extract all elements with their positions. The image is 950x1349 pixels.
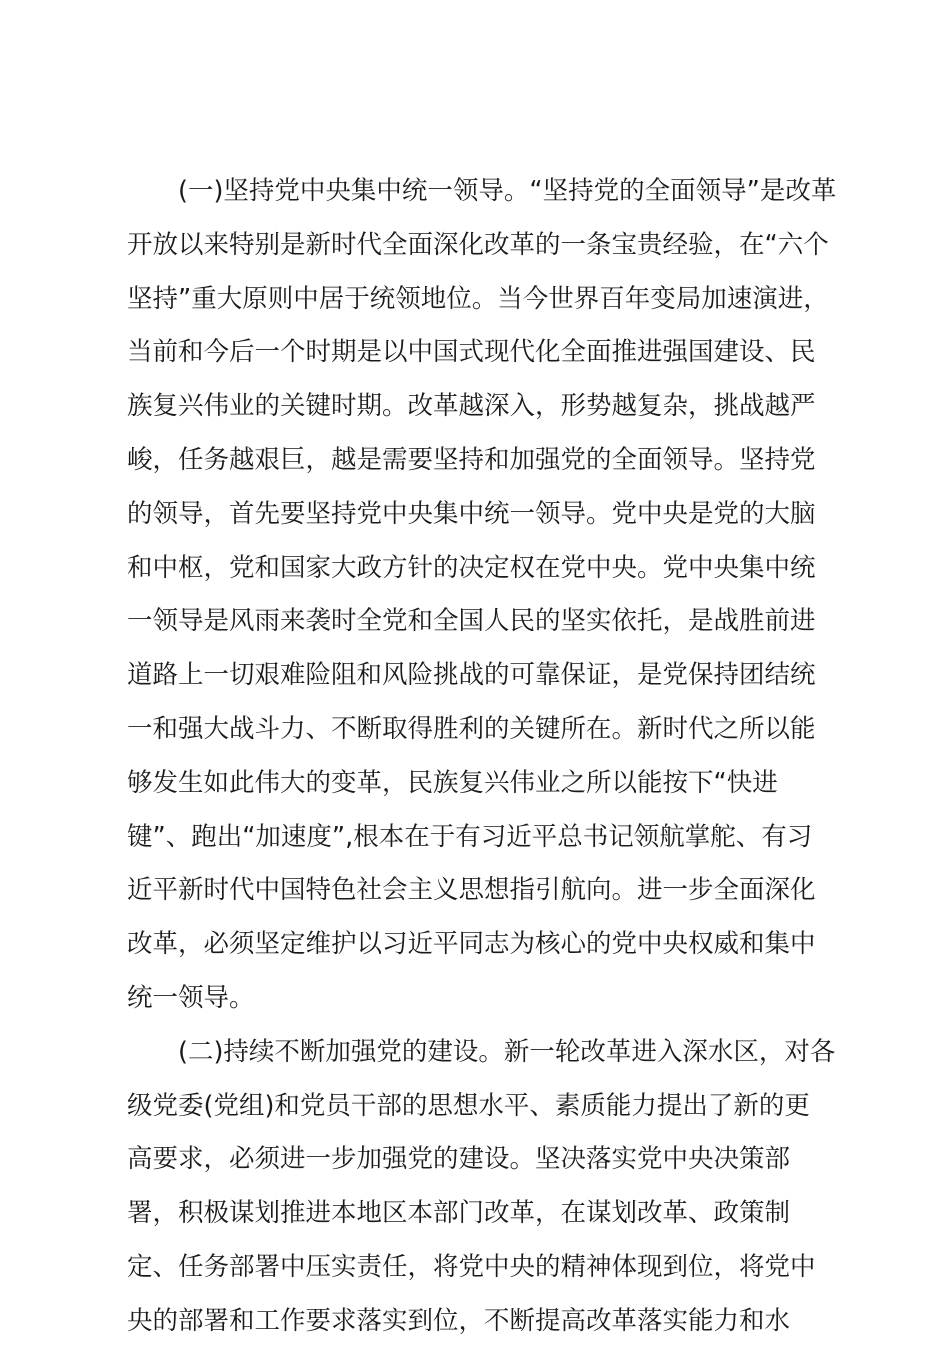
paragraph-line: 的领导，首先要坚持党中央集中统一领导。党中央是党的大脑 (127, 498, 816, 529)
paragraph-line: 和中枢，党和国家大政方针的决定权在党中央。党中央集中统 (127, 552, 816, 583)
paragraph-line: (一)坚持党中央集中统一领导。“坚持党的全面领导”是改革 (178, 176, 837, 206)
paragraph-line: 键”、跑出“加速度”,根本在于有习近平总书记领航掌舵、有习 (127, 821, 813, 852)
paragraph-line: 高要求，必须进一步加强党的建设。坚决落实党中央决策部 (127, 1144, 791, 1175)
document-body (127, 165, 837, 1349)
paragraph-line: 当前和今后一个时期是以中国式现代化全面推进强国建设、民 (127, 337, 816, 368)
paragraph-line: 级党委(党组)和党员干部的思想水平、素质能力提出了新的更 (127, 1090, 810, 1121)
paragraph-line: 近平新时代中国特色社会主义思想指引航向。进一步全面深化 (127, 875, 816, 906)
paragraph-line: (二)持续不断加强党的建设。新一轮改革进入深水区，对各 (178, 1036, 836, 1067)
paragraph-line: 族复兴伟业的关键时期。改革越深入，形势越复杂，挑战越严 (127, 391, 816, 422)
paragraph-line: 坚持”重大原则中居于统领地位。当今世界百年变局加速演进， (127, 283, 829, 314)
paragraph-2 (127, 1026, 836, 1349)
paragraph-1 (127, 165, 837, 1026)
paragraph-line: 够发生如此伟大的变革，民族复兴伟业之所以能按下“快进 (127, 767, 778, 798)
paragraph-line: 一和强大战斗力、不断取得胜利的关键所在。新时代之所以能 (127, 713, 816, 744)
paragraph-line: 署，积极谋划推进本地区本部门改革，在谋划改革、政策制 (127, 1198, 791, 1229)
paragraph-line: 统一领导。 (127, 982, 255, 1013)
paragraph-line: 一领导是风雨来袭时全党和全国人民的坚实依托，是战胜前进 (127, 606, 816, 637)
paragraph-line: 开放以来特别是新时代全面深化改革的一条宝贵经验，在“六个 (127, 229, 829, 260)
paragraph-line: 改革，必须坚定维护以习近平同志为核心的党中央权威和集中 (127, 929, 816, 960)
paragraph-line: 定、任务部署中压实责任，将党中央的精神体现到位，将党中 (127, 1251, 816, 1282)
paragraph-line: 道路上一切艰难险阻和风险挑战的可靠保证，是党保持团结统 (127, 660, 816, 691)
paragraph-line: 央的部署和工作要求落实到位，不断提高改革落实能力和水 (127, 1305, 791, 1336)
paragraph-line: 峻，任务越艰巨，越是需要坚持和加强党的全面领导。坚持党 (127, 444, 816, 475)
